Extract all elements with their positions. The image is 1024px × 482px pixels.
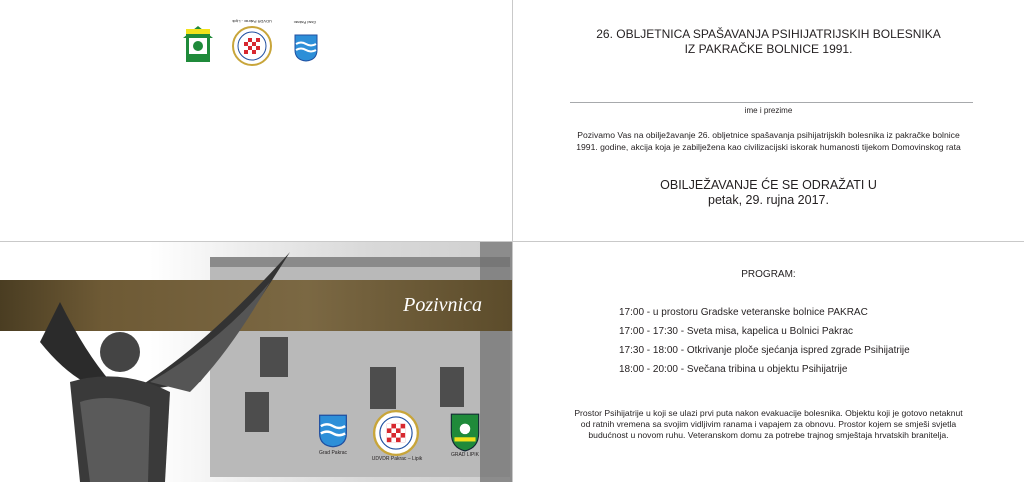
invitation-body: [543, 129, 994, 153]
program-item: 17:00 - 17:30 - Sveta misa, kapelica u Bolnici Pakrac: [619, 326, 854, 337]
program-item: 17:30 - 18:00 - Otkrivanje ploče sjećanja ispred zgrade Psihijatrije: [619, 345, 910, 356]
angel-statue: [0, 242, 300, 482]
invitation-panel: [513, 0, 1024, 241]
program-heading: PROGRAM:: [741, 269, 796, 280]
udvdr-caption: UDVDR Pakrac - Lipik: [232, 19, 272, 24]
back-panel: [0, 0, 512, 241]
grad-pakrac-caption: Grad Pakrac: [293, 20, 317, 25]
veterans-hospital-logo: [183, 26, 213, 64]
invitation-body-line-1: Pozivamo Vas na obilježavanje 26. obljetnice spašavanja psihijatrijskih bolesnika iz pakračke bolnice: [577, 130, 960, 140]
cover-panel: [0, 242, 512, 482]
program-list: [619, 303, 910, 379]
cover-title: Pozivnica: [403, 294, 482, 316]
cover-grad-pakrac-label: Grad Pakrac: [318, 450, 348, 456]
footer-line-3: budućnost u novom ruhu. Veteranskom domu za potrebe trajnog smještaja hrvatskih branitelja.: [588, 430, 949, 440]
event-date-block: [513, 178, 1024, 208]
event-title-line-1: 26. OBLJETNICA SPAŠAVANJA PSIHIJATRIJSKIH BOLESNIKA: [596, 27, 941, 41]
invitation-body-line-2: 1991. godine, akcija koja je zabilježena kao civilizacijski iskorak humanosti tijekom Domovinskog rata: [576, 142, 961, 152]
program-item: 17:00 - u prostoru Gradske veteranske bolnice PAKRAC: [619, 307, 868, 318]
cover-grad-pakrac-logo: [318, 414, 348, 448]
cover-udvdr-label: UDVDR Pakrac – Lipik: [371, 456, 423, 462]
name-blank-line: [570, 102, 973, 103]
program-item: 18:00 - 20:00 - Svečana tribina u objektu Psihijatrije: [619, 364, 848, 375]
cover-lipik-label: GRAD LIPIK: [450, 452, 480, 458]
udvdr-pakrac-logo: [232, 26, 272, 66]
cover-udvdr-logo: [373, 410, 419, 456]
grad-pakrac-logo: [294, 34, 318, 62]
event-date: petak, 29. rujna 2017.: [708, 193, 829, 207]
footer-line-2: od ratnih vremena sa svojim vidljivim ranama i vapajem za obnovu. Prostor kojem se smješi svjetla: [580, 419, 957, 429]
footer-line-1: Prostor Psihijatrije u koji se ulazi prvi puta nakon evakuacije bolesnika. Objektu koji je gotovo netaknut: [574, 408, 963, 418]
event-announcement: OBILJEŽAVANJE ĆE SE ODRAŽATI U: [660, 178, 877, 192]
program-panel: [513, 242, 1024, 482]
event-title-line-2: IZ PAKRAČKE BOLNICE 1991.: [684, 42, 853, 56]
cover-lipik-logo: [448, 412, 482, 452]
program-footer: [543, 408, 994, 441]
name-label: ime i prezime: [744, 106, 793, 115]
